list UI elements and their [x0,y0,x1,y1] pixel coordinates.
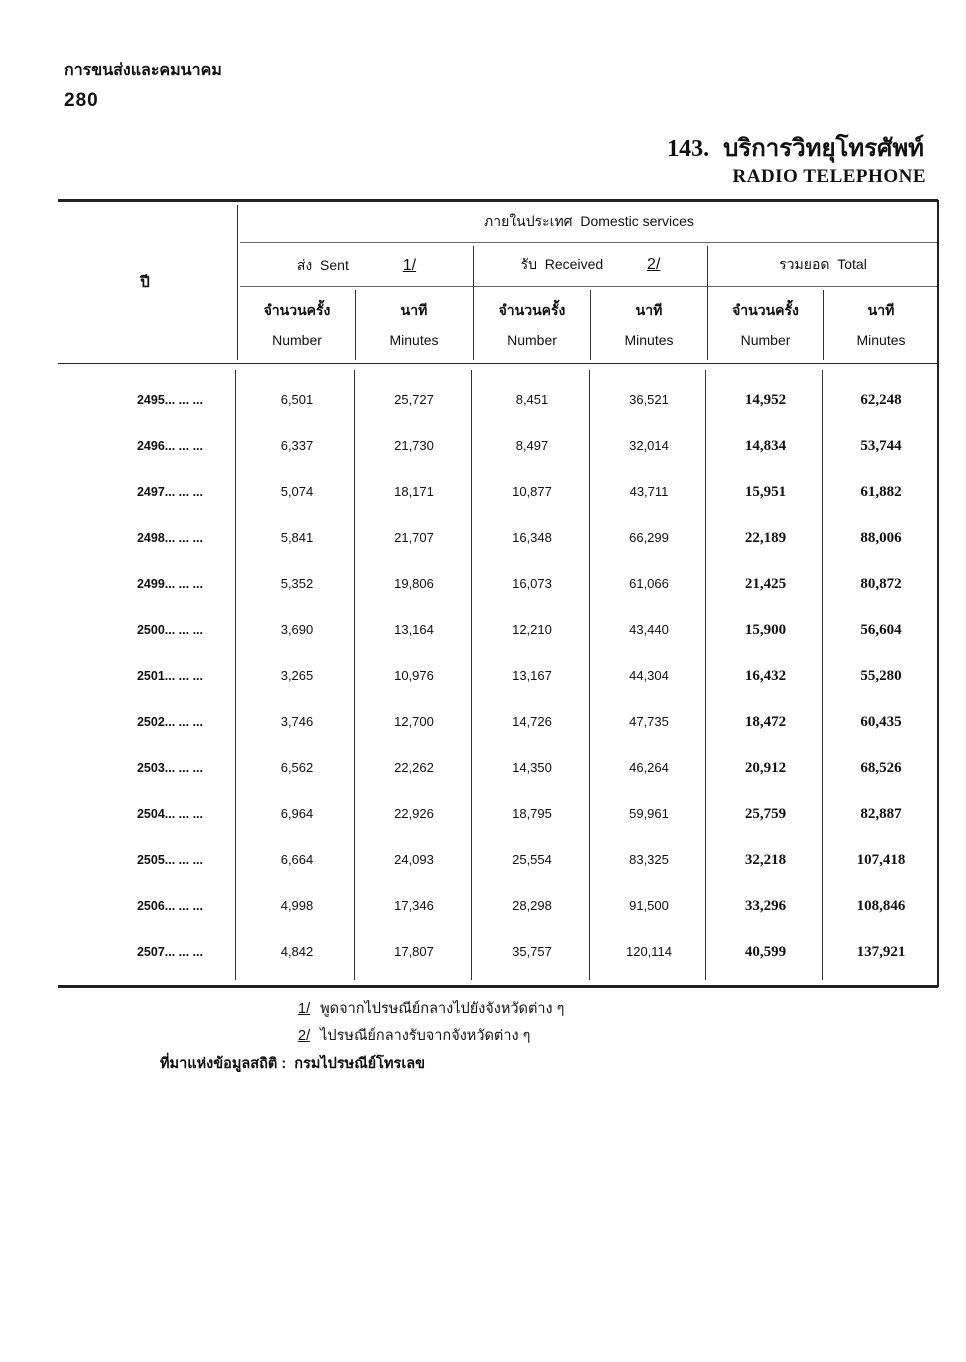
sent-minutes-cell: 19,806 [394,576,434,591]
total-minutes-cell: 60,435 [860,714,902,730]
table-top-rule [58,199,938,202]
sent-minutes-cell: 17,346 [394,898,434,913]
sent-column-divider-body [354,370,355,980]
footnote-1 [298,997,564,1020]
total-minutes-cell: 80,872 [860,576,902,592]
total-minutes-header-th: นาที [867,302,895,318]
total-minutes-cell: 61,882 [860,484,902,500]
sent-minutes-header-en: Minutes [389,332,439,348]
sent-number-cell: 6,664 [280,852,314,867]
total-minutes-header-en: Minutes [856,332,906,348]
year-cell: 2499... ... ... [136,577,203,591]
table-title-thai [667,128,924,167]
sent-minutes-cell: 21,707 [394,530,434,545]
table-bottom-rule [58,985,938,988]
year-cell: 2501... ... ... [136,669,203,683]
total-number-cell: 33,296 [744,898,787,914]
sent-number-cell: 5,841 [280,530,314,545]
total-minutes-cell: 88,006 [860,530,902,546]
total-minutes-cell: 56,604 [860,622,902,638]
total-header: รวมยอด Total [779,256,867,272]
total-number-cell: 40,599 [744,944,787,960]
domestic-services-header: ภายในประเทศ Domestic services [484,213,694,229]
received-number-header-en: Number [507,332,557,348]
sent-header [240,255,473,277]
footnote-2-text: ไปรษณีย์กลางรับจากจังหวัดต่าง ๆ [320,1028,531,1044]
header-bottom-rule [58,363,938,364]
sent-footnote-mark: 1/ [402,257,417,274]
received-minutes-cell: 43,440 [629,622,669,637]
year-cell: 2495... ... ... [136,393,203,407]
table-number: 143. [667,136,710,162]
year-cell: 2502... ... ... [136,715,203,729]
total-minutes-cell: 108,846 [856,898,906,914]
sent-minutes-cell: 22,262 [394,760,434,775]
total-minutes-cell: 82,887 [860,806,902,822]
received-number-cell: 14,350 [512,760,552,775]
total-number-cell: 14,952 [744,392,787,408]
year-cell: 2506... ... ... [136,899,203,913]
sent-number-cell: 5,074 [280,484,314,499]
received-number-cell: 25,554 [512,852,552,867]
sent-minutes-cell: 18,171 [394,484,434,499]
received-number-cell: 35,757 [512,944,552,959]
footnote-2 [298,1024,530,1047]
section-name: การขนส่งและคมนาคม [64,62,222,79]
total-number-header-th: จำนวนครั้ง [732,302,799,318]
footnote-1-text: พูดจากไปรษณีย์กลางไปยังจังหวัดต่าง ๆ [320,1001,565,1017]
total-number-cell: 18,472 [744,714,787,730]
sent-number-cell: 3,690 [280,622,314,637]
total-number-header-en: Number [740,332,791,348]
footnote-2-mark: 2/ [298,1028,311,1044]
subheader-rule [240,286,938,287]
received-number-cell: 28,298 [512,898,552,913]
page-number: 280 [64,90,99,111]
total-number-cell: 15,951 [744,484,787,500]
total-minutes-cell: 53,744 [860,438,902,454]
year-cell: 2503... ... ... [136,761,203,775]
received-number-cell: 14,726 [512,714,552,729]
received-minutes-cell: 36,521 [629,392,669,407]
sent-number-cell: 3,265 [280,668,314,683]
total-minutes-cell: 107,418 [856,852,906,868]
sent-number-cell: 6,501 [280,392,314,407]
received-number-cell: 10,877 [512,484,552,499]
year-cell: 2498... ... ... [136,531,203,545]
received-minutes-cell: 32,014 [629,438,669,453]
year-cell: 2500... ... ... [136,623,203,637]
received-minutes-cell: 83,325 [629,852,669,867]
year-cell: 2507... ... ... [136,945,203,959]
domestic-header-rule [240,242,938,243]
received-number-cell: 12,210 [512,622,552,637]
year-column-divider [237,205,238,360]
received-minutes-cell: 47,735 [629,714,669,729]
received-header [474,254,707,276]
total-minutes-cell: 68,526 [860,760,902,776]
received-minutes-cell: 59,961 [629,806,669,821]
total-number-cell: 21,425 [744,576,787,592]
sent-minutes-cell: 24,093 [394,852,434,867]
sent-minutes-cell: 13,164 [394,622,434,637]
sent-number-header-th: จำนวนครั้ง [263,302,331,318]
total-minutes-cell: 62,248 [860,392,902,408]
received-minutes-cell: 44,304 [629,668,669,683]
sent-number-cell: 4,998 [280,898,314,913]
received-minutes-header-th: นาที [635,302,663,318]
sent-number-cell: 5,352 [280,576,314,591]
received-number-cell: 8,497 [515,438,549,453]
sent-minutes-cell: 22,926 [394,806,434,821]
sent-minutes-cell: 21,730 [394,438,434,453]
total-number-cell: 25,759 [744,806,787,822]
received-number-cell: 8,451 [515,392,549,407]
received-number-cell: 13,167 [512,668,552,683]
received-minutes-cell: 120,114 [625,944,673,959]
year-cell: 2496... ... ... [136,439,203,453]
received-minutes-cell: 43,711 [629,484,669,499]
sent-minutes-cell: 10,976 [394,668,434,683]
footnote-1-mark: 1/ [298,1001,311,1017]
received-footnote-mark: 2/ [647,256,661,273]
sent-minutes-cell: 17,807 [394,944,434,959]
sent-minutes-cell: 12,700 [394,714,434,729]
year-cell: 2505... ... ... [136,853,203,867]
sent-number-cell: 6,562 [280,760,314,775]
sent-number-cell: 6,337 [280,438,314,453]
sent-minutes-cell: 25,727 [394,392,434,407]
total-number-cell: 15,900 [744,622,787,638]
total-number-cell: 20,912 [744,760,787,776]
received-minutes-header-en: Minutes [624,332,674,348]
received-number-cell: 16,073 [512,576,552,591]
year-header: ปี [140,274,150,291]
received-header-label: รับ Received [520,256,604,272]
received-minutes-cell: 46,264 [629,760,669,775]
received-number-cell: 16,348 [512,530,552,545]
total-number-cell: 22,189 [744,530,787,546]
received-number-cell: 18,795 [512,806,552,821]
year-column-divider-body [235,370,236,980]
total-number-cell: 16,432 [744,668,787,684]
year-cell: 2497... ... ... [136,485,203,499]
sent-number-cell: 6,964 [280,806,314,821]
received-minutes-cell: 66,299 [629,530,669,545]
sent-number-cell: 4,842 [280,944,314,959]
received-number-header-th: จำนวนครั้ง [498,302,566,318]
sent-minutes-header-th: นาที [400,302,428,318]
table-title-english: RADIO TELEPHONE [732,166,926,187]
total-minutes-cell: 137,921 [856,944,906,960]
total-number-cell: 32,218 [744,852,787,868]
sent-header-label: ส่ง Sent [296,257,349,273]
sent-number-header-en: Number [272,332,322,348]
sent-number-cell: 3,746 [280,714,314,729]
data-source: ที่มาแห่งข้อมูลสถิติ : กรมไปรษณีย์โทรเลข [160,1056,426,1072]
received-minutes-cell: 91,500 [629,898,669,913]
received-minutes-cell: 61,066 [629,576,669,591]
total-number-cell: 14,834 [744,438,787,454]
table-title-thai-text: บริการวิทยุโทรศัพท์ [723,136,924,162]
year-cell: 2504... ... ... [136,807,203,821]
total-minutes-cell: 55,280 [860,668,902,684]
